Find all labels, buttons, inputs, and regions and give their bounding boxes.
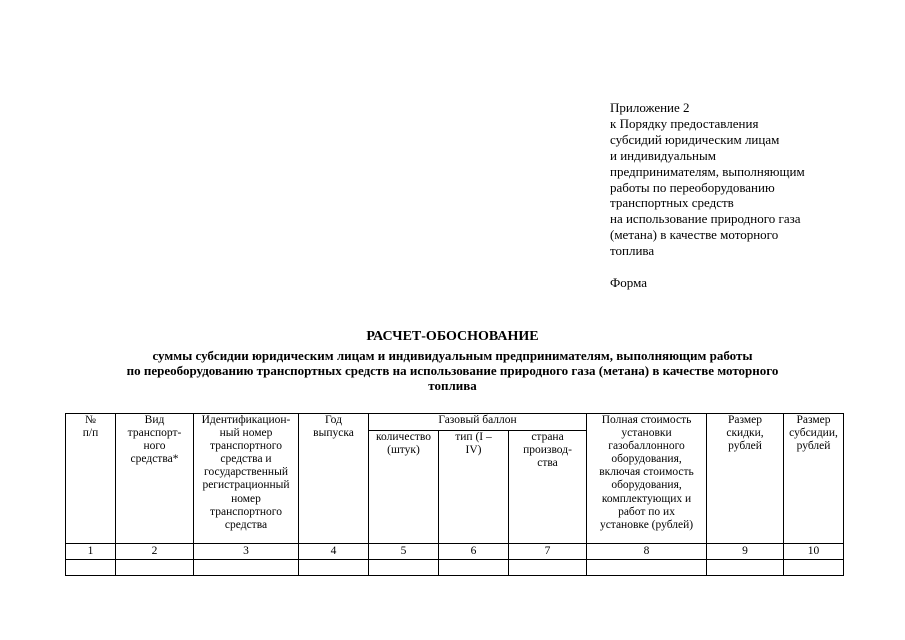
column-number: 3 bbox=[194, 544, 299, 560]
column-number-row bbox=[66, 544, 844, 560]
empty-cell bbox=[116, 560, 194, 576]
empty-cell bbox=[299, 560, 369, 576]
header-cylinder-type: тип (I – IV) bbox=[439, 431, 509, 544]
appendix-line: предпринимателям, выполняющим bbox=[610, 163, 805, 179]
column-number: 4 bbox=[299, 544, 369, 560]
appendix-line: субсидий юридическим лицам bbox=[610, 131, 780, 147]
column-number: 2 bbox=[116, 544, 194, 560]
appendix-line: топлива bbox=[610, 243, 655, 259]
header-gas-cylinder: Газовый баллон bbox=[369, 414, 587, 431]
appendix-line: на использование природного газа bbox=[610, 211, 801, 227]
header-year: Год выпуска bbox=[299, 414, 369, 544]
appendix-line: Приложение 2 bbox=[610, 100, 690, 115]
empty-cell bbox=[509, 560, 587, 576]
subtitle-line: топлива bbox=[428, 378, 477, 393]
form-label: Форма bbox=[610, 275, 647, 291]
header-vehicle-type: Вид транспорт- ного средства* bbox=[116, 414, 194, 544]
header-subsidy: Размер субсидии, рублей bbox=[784, 414, 844, 544]
column-number: 8 bbox=[587, 544, 707, 560]
subtitle-line: суммы субсидии юридическим лицам и индивидуальным предпринимателям, выполняющим работы bbox=[152, 348, 753, 363]
empty-cell bbox=[587, 560, 707, 576]
column-number: 7 bbox=[509, 544, 587, 560]
header-discount: Размер скидки, рублей bbox=[707, 414, 784, 544]
header-full-cost: Полная стоимость установки газобаллонного оборудования, включая стоимость оборудования, комплектующих и работ по их установке (рублей) bbox=[587, 414, 707, 544]
empty-cell bbox=[784, 560, 844, 576]
header-country: страна производ- ства bbox=[509, 431, 587, 544]
empty-cell bbox=[194, 560, 299, 576]
calculation-table bbox=[65, 413, 844, 576]
document-title: РАСЧЕТ-ОБОСНОВАНИЕ bbox=[366, 329, 539, 344]
header-row-top bbox=[66, 414, 844, 431]
column-number: 1 bbox=[66, 544, 116, 560]
appendix-line: работы по переоборудованию bbox=[610, 179, 775, 195]
header-num: № п/п bbox=[66, 414, 116, 544]
empty-cell bbox=[707, 560, 784, 576]
empty-cell bbox=[439, 560, 509, 576]
column-number: 6 bbox=[439, 544, 509, 560]
appendix-line: (метана) в качестве моторного bbox=[610, 227, 779, 243]
empty-cell bbox=[66, 560, 116, 576]
column-number: 5 bbox=[369, 544, 439, 560]
appendix-line: транспортных средств bbox=[610, 195, 734, 211]
appendix-block bbox=[610, 100, 870, 291]
appendix-line: и индивидуальным bbox=[610, 147, 716, 163]
column-number: 9 bbox=[707, 544, 784, 560]
header-vin: Идентификацион- ный номер транспортного средства и государственный регистрационный номер транспортного средства bbox=[194, 414, 299, 544]
column-number: 10 bbox=[784, 544, 844, 560]
empty-cell bbox=[369, 560, 439, 576]
empty-data-row bbox=[66, 560, 844, 576]
appendix-line: к Порядку предоставления bbox=[610, 115, 759, 131]
subtitle-line: по переоборудованию транспортных средств на использование природного газа (метана) в качестве моторного bbox=[126, 363, 779, 378]
document-subtitle bbox=[60, 348, 845, 393]
header-quantity: количество (штук) bbox=[369, 431, 439, 544]
